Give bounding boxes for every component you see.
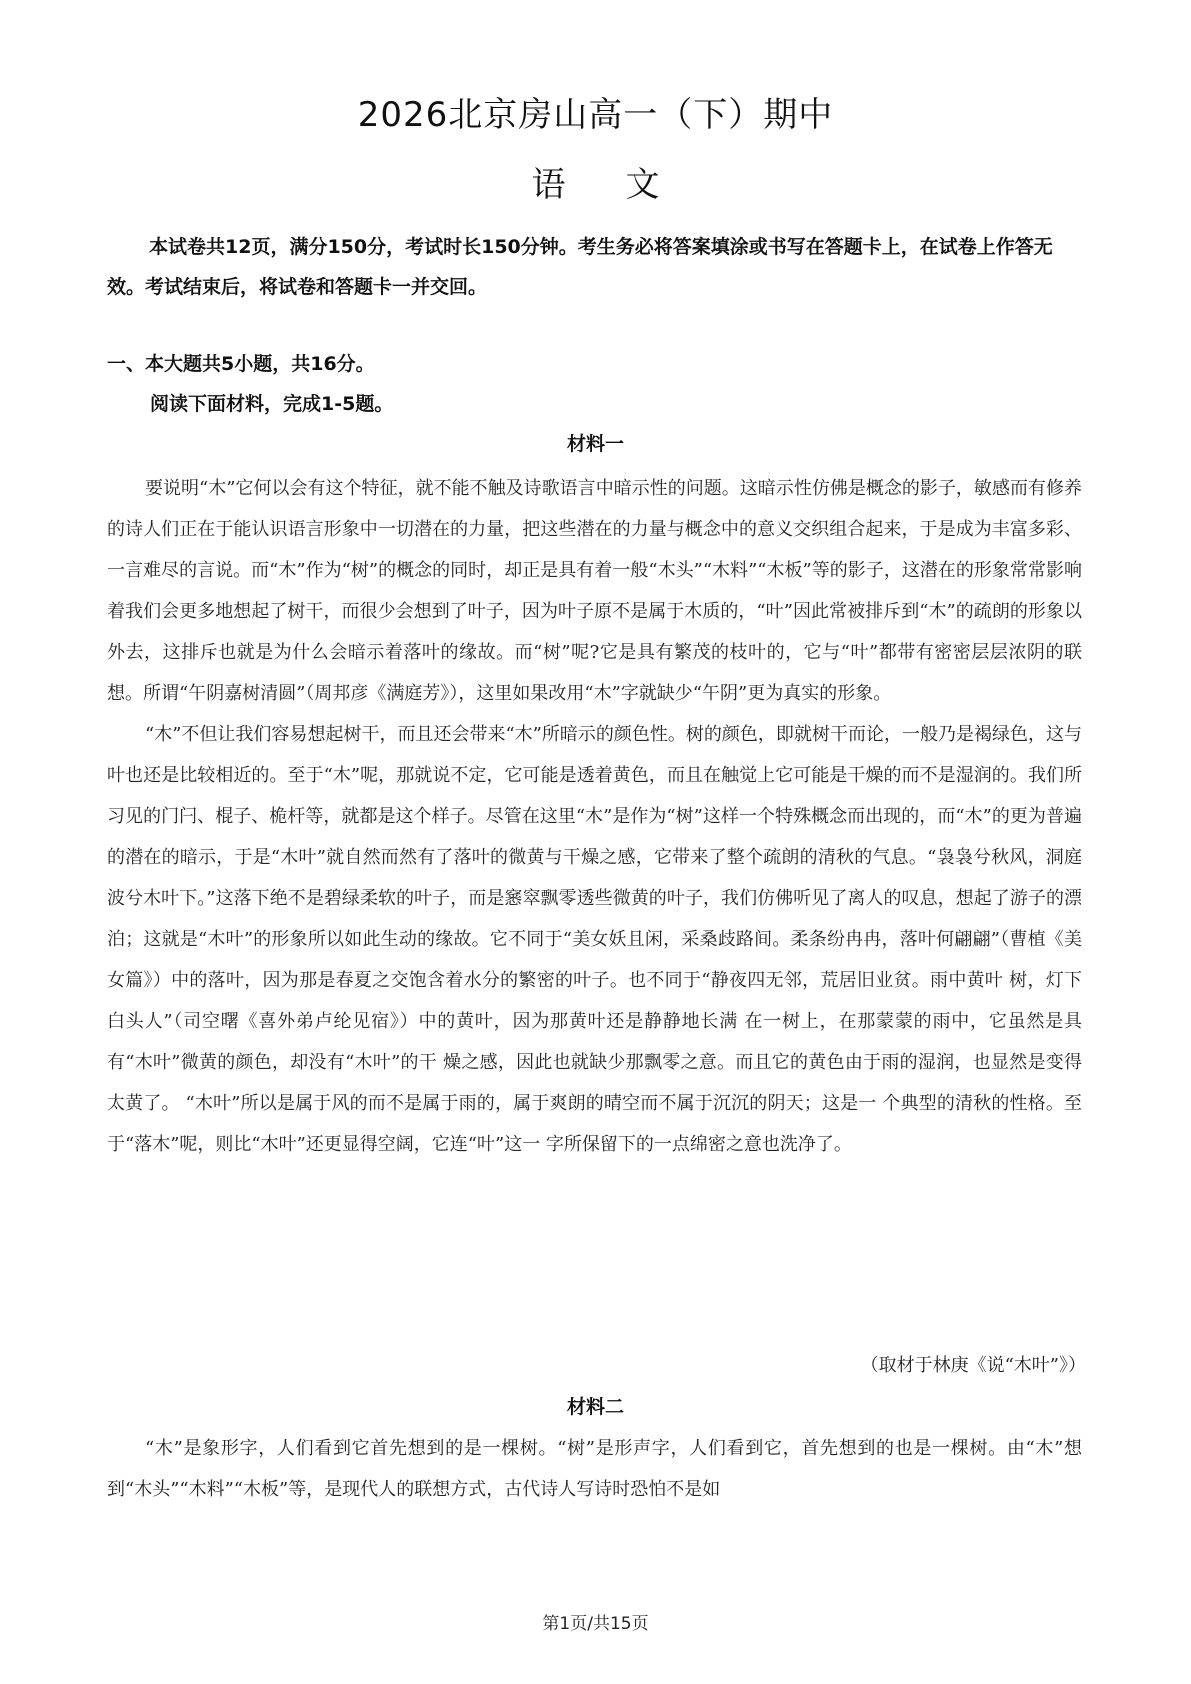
exam-notice: 本试卷共12页，满分150分，考试时长150分钟。考生务必将答案填涂或书写在答题卡上，在试卷上作答无效。考试结束后，将试卷和答题卡一并交回。	[107, 236, 1053, 298]
material-one-body	[107, 468, 1082, 1165]
material-two-title: 材料二	[566, 1396, 624, 1418]
material-two-paragraph: “木”是象形字，人们看到它首先想到的是一棵树。“树”是形声字，人们看到它，首先想到的也是一棵树。由“木”想到“木头”“木料”“木板”等，是现代人的联想方式，古代诗人写诗时恐怕不是如	[107, 1438, 1082, 1500]
exam-title: 2026北京房山高一（下）期中	[357, 95, 834, 135]
material-one-paragraph: “木”不但让我们容易想起树干，而且还会带来“木”所暗示的颜色性。树的颜色，即就树干而论，一般乃是褐绿色，这与叶也还是比较相近的。至于“木”呢，那就说不定，它可能是透着黄色，而且在触觉上它可能是干燥的而不是湿润的。我们所习见的门闩、棍子、桅杆等，就都是这个样子。尽管在这里“木”是作为“树”这样一个特殊概念而出现的，而“木”的更为普遍的潜在的暗示，于是“木叶”就自然而然有了落叶的微黄与干燥之感，它带来了整个疏朗的清秋的气息。“袅袅兮秋风，洞庭波兮木叶下。”这落下绝不是碧绿柔软的叶子，而是窸窣飘零透些微黄的叶子，我们仿佛听见了离人的叹息，想起了游子的漂泊；这就是“木叶”的形象所以如此生动的缘故。它不同于“美女妖且闲，采桑歧路间。柔条纷冉冉，落叶何翩翩”（曹植《美女篇》）中的落叶，因为那是春夏之交饱含着水分的繁密的叶子。也不同于“静夜四无邻，荒居旧业贫。雨中黄叶 树，灯下白头人”（司空曙《喜外弟卢纶见宿》）中的黄叶，因为那黄叶还是静静地长满 在一树上，在那蒙蒙的雨中，它虽然是具有“木叶”微黄的颜色，却没有“木叶”的干 燥之感，因此也就缺少那飘零之意。而且它的黄色由于雨的湿润，也显然是变得太黄了。 “木叶”所以是属于风的而不是属于雨的，属于爽朗的晴空而不属于沉沉的阴天；这是一 个典型的清秋的性格。至于“落木”呢，则比“木叶”还更显得空阔，它连“叶”这一 字所保留下的一点绵密之意也洗净了。	[107, 724, 1082, 1155]
material-one-title: 材料一	[566, 433, 624, 455]
material-one-source: （取材于林庚《说“木叶”》）	[860, 1355, 1086, 1376]
material-one-paragraph: 要说明“木”它何以会有这个特征，就不能不触及诗歌语言中暗示性的问题。这暗示性仿佛是概念的影子，敏感而有修养的诗人们正在于能认识语言形象中一切潜在的力量，把这些潜在的力量与概念中的意义交织组合起来，于是成为丰富多彩、一言难尽的言说。而“木”作为“树”的概念的同时，却正是具有着一般“木头”“木料”“木板”等的影子，这潜在的形象常常影响着我们会更多地想起了树干，而很少会想到了叶子，因为叶子原不是属于木质的，“叶”因此常被排斥到“木”的疏朗的形象以外去，这排斥也就是为什么会暗示着落叶的缘故。而“树”呢?它是具有繁茂的枝叶的，它与“叶”都带有密密层层浓阴的联想。所谓“午阴嘉树清圆”（周邦彦《满庭芳》），这里如果改用“木”字就缺少“午阴”更为真实的形象。	[107, 478, 1082, 704]
section-instruction: 阅读下面材料，完成1-5题。	[150, 393, 394, 415]
page-number: 第1页/共15页	[542, 1614, 649, 1634]
exam-subject: 语文	[531, 165, 720, 205]
material-two-body	[107, 1428, 1082, 1510]
section-heading: 一、本大题共5小题，共16分。	[107, 353, 375, 375]
